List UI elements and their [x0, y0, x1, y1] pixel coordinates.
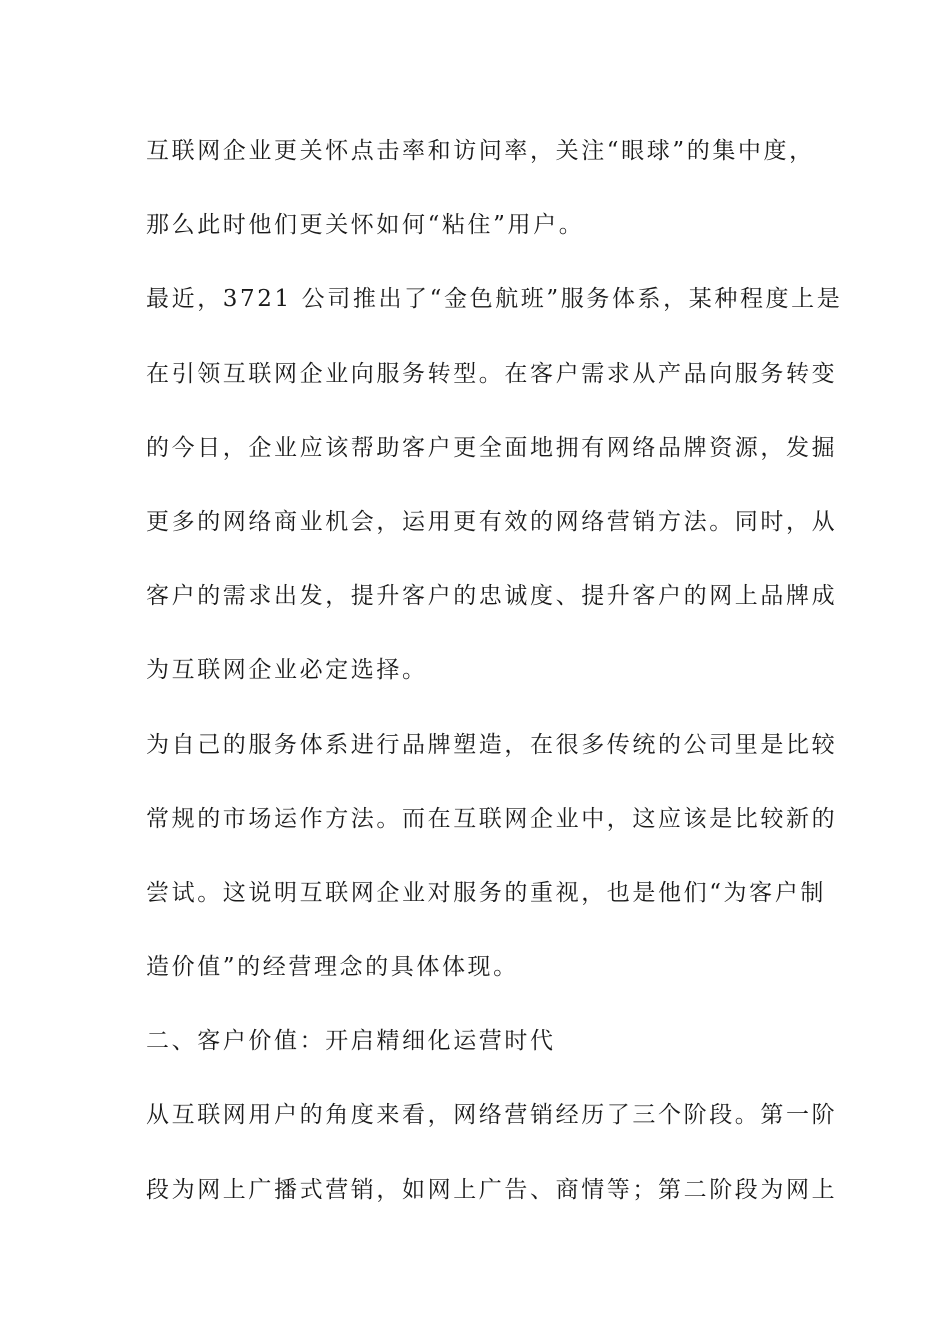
document-page — [146, 131, 843, 1244]
text-line-2: 那么此时他们更关怀如何“粘住”用户。 — [146, 212, 585, 239]
text-line-4: 在引领互联网企业向服务转型。在客户需求从产品向服务转变 — [146, 360, 838, 387]
text-line-11: 尝试。这说明互联网企业对服务的重视，也是他们“为客户制 — [146, 879, 826, 906]
text-line-12: 造价值”的经营理念的具体体现。 — [146, 954, 519, 981]
text-line-3: 最近，3721 公司推出了“金色航班”服务体系，某种程度上是 — [146, 286, 843, 313]
text-line-7: 客户的需求出发，提升客户的忠诚度、提升客户的网上品牌成 — [146, 583, 838, 610]
text-line-10: 常规的市场运作方法。而在互联网企业中，这应该是比较新的 — [146, 805, 838, 832]
text-line-5: 的今日，企业应该帮助客户更全面地拥有网络品牌资源，发掘 — [146, 434, 838, 461]
text-line-6: 更多的网络商业机会，运用更有效的网络营销方法。同时，从 — [146, 508, 838, 535]
text-line-14: 从互联网用户的角度来看，网络营销经历了三个阶段。第一阶 — [146, 1102, 838, 1129]
section-heading: 二、客户价值：开启精细化运营时代 — [146, 1028, 556, 1055]
text-line-8: 为互联网企业必定选择。 — [146, 657, 428, 684]
text-line-9: 为自己的服务体系进行品牌塑造，在很多传统的公司里是比较 — [146, 731, 838, 758]
text-line-15: 段为网上广播式营销，如网上广告、商情等；第二阶段为网上 — [146, 1176, 838, 1203]
text-line-1: 互联网企业更关怀点击率和访问率，关注“眼球”的集中度， — [146, 138, 815, 164]
